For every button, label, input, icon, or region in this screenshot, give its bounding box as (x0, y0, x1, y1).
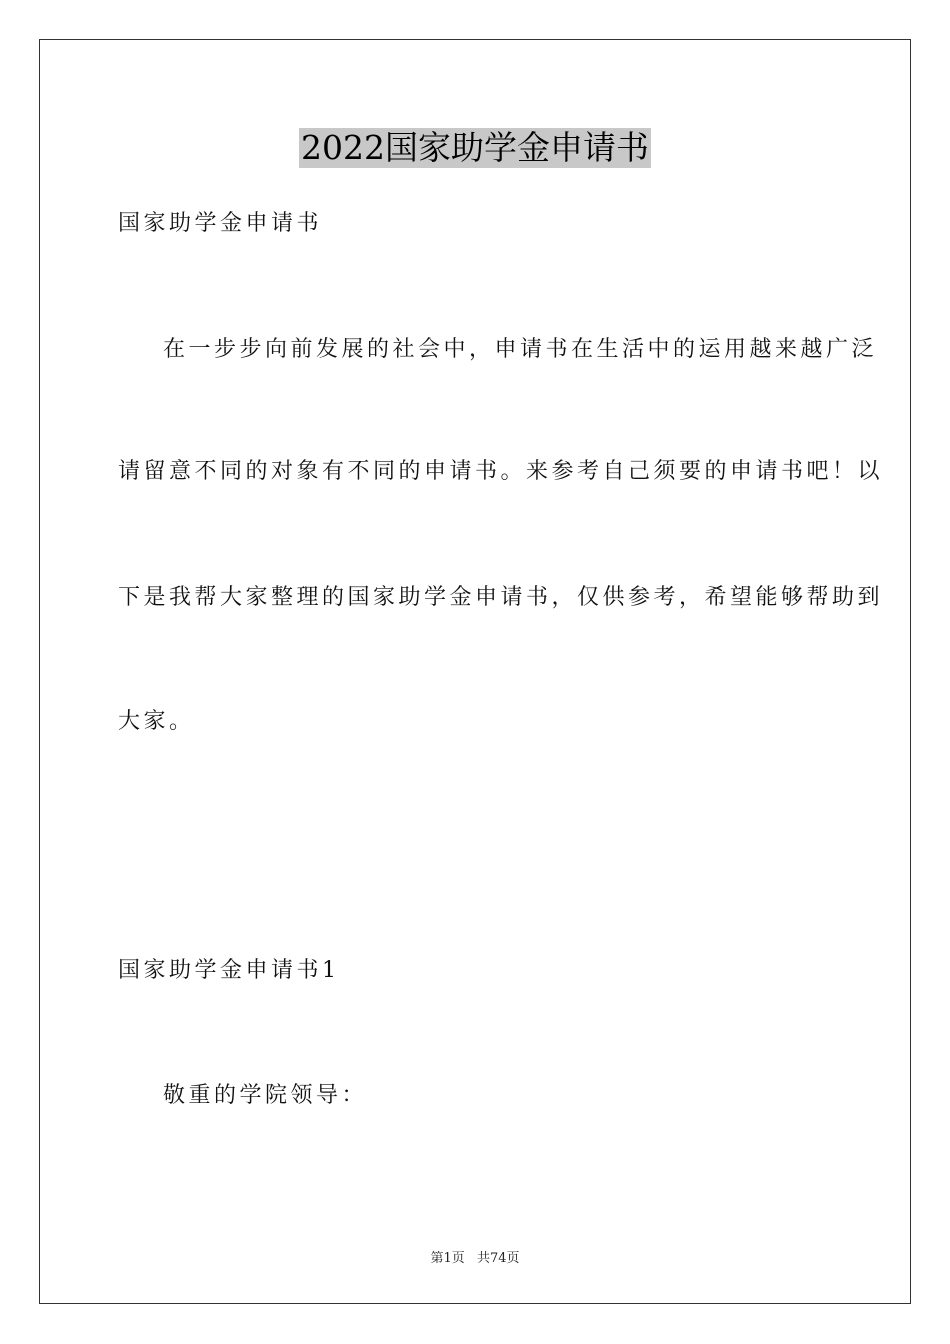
page-number: 第1页 (430, 1251, 465, 1266)
page-footer (0, 1247, 950, 1266)
intro-line-2: 请留意不同的对象有不同的申请书。来参考自己须要的申请书吧！以 (118, 459, 884, 484)
intro-line-1: 在一步步向前发展的社会中，申请书在生活中的运用越来越广泛 (163, 337, 878, 362)
document-subtitle: 国家助学金申请书 (118, 211, 323, 236)
salutation: 敬重的学院领导： (163, 1083, 368, 1108)
intro-line-3: 下是我帮大家整理的国家助学金申请书，仅供参考，希望能够帮助到 (118, 585, 884, 610)
title-container (0, 128, 950, 168)
intro-line-4: 大家。 (118, 709, 195, 734)
section-heading: 国家助学金申请书1 (118, 958, 340, 983)
document-title: 2022国家助学金申请书 (301, 128, 649, 167)
total-pages: 共74页 (476, 1251, 520, 1266)
